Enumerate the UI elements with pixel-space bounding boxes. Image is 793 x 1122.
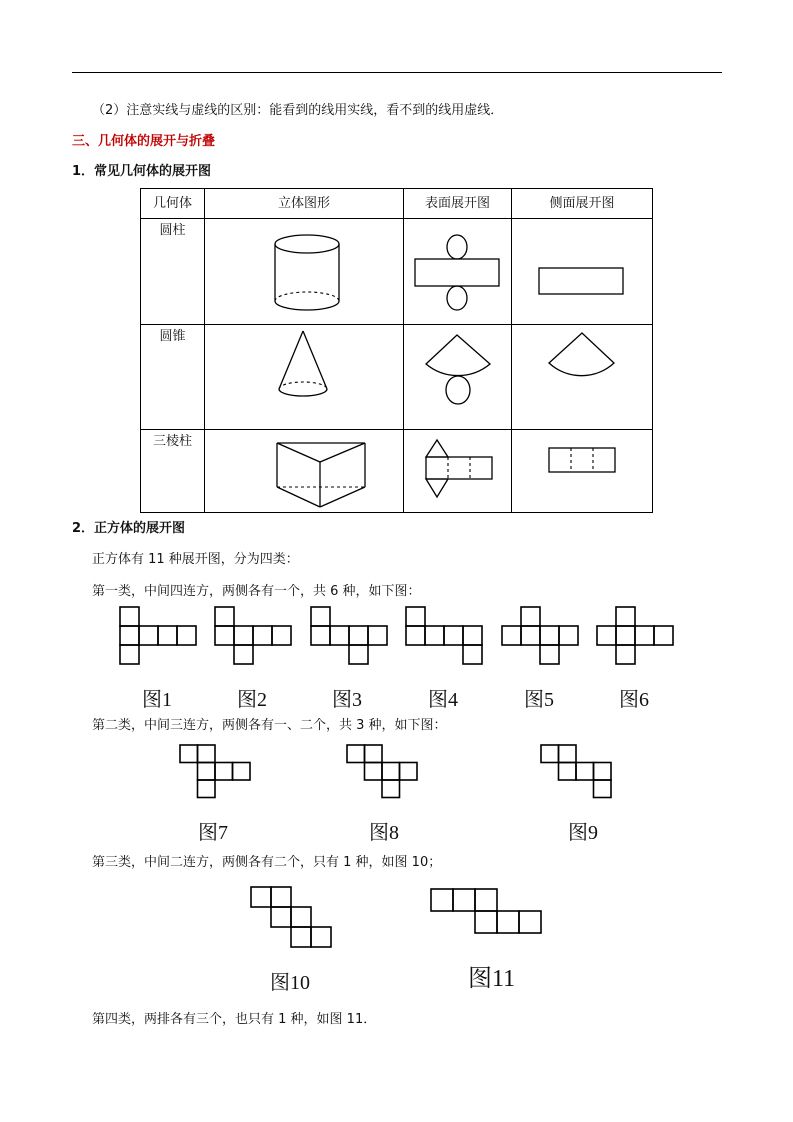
- net-square: [177, 626, 196, 645]
- net-square: [330, 626, 349, 645]
- net-square: [365, 763, 383, 781]
- figure-caption: 图9: [568, 822, 598, 844]
- cube-net-5: [502, 607, 578, 664]
- net-square: [311, 927, 331, 947]
- net-square: [120, 607, 139, 626]
- net-square: [234, 645, 253, 664]
- class2-text: 第二类，中间三连方，两侧各有一、二个，共 3 种，如下图：: [92, 718, 447, 733]
- figure-caption: 图10: [270, 972, 310, 994]
- net-square: [271, 887, 291, 907]
- net-square: [272, 626, 291, 645]
- net-square: [559, 745, 577, 763]
- net-square: [233, 763, 251, 781]
- net-square: [215, 626, 234, 645]
- net-square: [475, 911, 497, 933]
- net-square: [349, 645, 368, 664]
- net-square: [444, 626, 463, 645]
- figure-caption: 图7: [198, 822, 228, 844]
- figure-caption: 图5: [524, 689, 554, 711]
- cube-net-2: [215, 607, 291, 664]
- table-header-cell: 几何体: [141, 189, 205, 219]
- net-square: [349, 626, 368, 645]
- class4-text: 第四类，两排各有三个，也只有 1 种，如图 11．: [92, 1012, 377, 1027]
- cube-net-6: [597, 607, 673, 664]
- net-square: [251, 887, 271, 907]
- cube-net-7: [180, 745, 250, 798]
- net-square: [576, 763, 594, 781]
- net-square: [540, 626, 559, 645]
- net-square: [198, 780, 216, 798]
- subsection-title-1: 1．常见几何体的展开图: [72, 164, 212, 179]
- cube-net-3: [311, 607, 387, 664]
- net-square: [594, 763, 612, 781]
- net-square: [521, 607, 540, 626]
- net-square: [291, 907, 311, 927]
- net-square: [234, 626, 253, 645]
- net-square: [215, 607, 234, 626]
- net-square: [271, 907, 291, 927]
- figure-caption: 图8: [369, 822, 399, 844]
- net-square: [139, 626, 158, 645]
- cube-net-11: [431, 889, 541, 933]
- intro-text: 正方体有 11 种展开图，分为四类：: [92, 552, 299, 567]
- net-square: [253, 626, 272, 645]
- net-square: [521, 626, 540, 645]
- net-square: [541, 745, 559, 763]
- net-square: [502, 626, 521, 645]
- net-square: [654, 626, 673, 645]
- net-square: [120, 626, 139, 645]
- net-square: [475, 889, 497, 911]
- net-square: [215, 763, 233, 781]
- class3-text: 第三类，中间二连方，两侧各有二个，只有 1 种，如图 10；: [92, 855, 442, 870]
- net-square: [616, 626, 635, 645]
- note-text: （2）注意实线与虚线的区别：能看到的线用实线，看不到的线用虚线．: [92, 103, 504, 118]
- figure-caption: 图11: [468, 966, 516, 992]
- net-square: [463, 626, 482, 645]
- figure-caption: 图1: [142, 689, 172, 711]
- net-square: [365, 745, 383, 763]
- net-square: [120, 645, 139, 664]
- row-label: 圆锥: [141, 325, 205, 430]
- cube-net-10: [251, 887, 331, 947]
- net-square: [540, 645, 559, 664]
- net-square: [616, 607, 635, 626]
- net-square: [382, 780, 400, 798]
- cube-net-8: [347, 745, 417, 798]
- class1-text: 第一类，中间四连方，两侧各有一个，共 6 种，如下图：: [92, 584, 421, 599]
- net-square: [559, 763, 577, 781]
- net-square: [198, 763, 216, 781]
- figure-caption: 图4: [428, 689, 458, 711]
- net-square: [311, 626, 330, 645]
- cube-net-4: [406, 607, 482, 664]
- net-square: [406, 607, 425, 626]
- net-square: [431, 889, 453, 911]
- cube-net-9: [541, 745, 611, 798]
- figure-caption: 图6: [619, 689, 649, 711]
- subsection-title-2: 2．正方体的展开图: [72, 521, 186, 536]
- table-header-cell: 立体图形: [205, 189, 404, 219]
- net-square: [368, 626, 387, 645]
- net-square: [311, 607, 330, 626]
- net-square: [559, 626, 578, 645]
- row-label: 圆柱: [141, 219, 205, 325]
- net-square: [158, 626, 177, 645]
- net-square: [497, 911, 519, 933]
- net-square: [347, 745, 365, 763]
- net-square: [291, 927, 311, 947]
- net-square: [382, 763, 400, 781]
- net-square: [400, 763, 418, 781]
- net-square: [453, 889, 475, 911]
- figure-caption: 图3: [332, 689, 362, 711]
- table-header-cell: 侧面展开图: [512, 189, 653, 219]
- net-square: [616, 645, 635, 664]
- net-square: [594, 780, 612, 798]
- figure-caption: 图2: [237, 689, 267, 711]
- cube-net-1: [120, 607, 196, 664]
- net-square: [597, 626, 616, 645]
- row-label: 三棱柱: [141, 430, 205, 513]
- net-square: [635, 626, 654, 645]
- table-header-cell: 表面展开图: [404, 189, 512, 219]
- net-square: [406, 626, 425, 645]
- net-square: [198, 745, 216, 763]
- net-square: [425, 626, 444, 645]
- net-square: [180, 745, 198, 763]
- section-title: 三、几何体的展开与折叠: [72, 134, 216, 149]
- net-square: [463, 645, 482, 664]
- net-square: [519, 911, 541, 933]
